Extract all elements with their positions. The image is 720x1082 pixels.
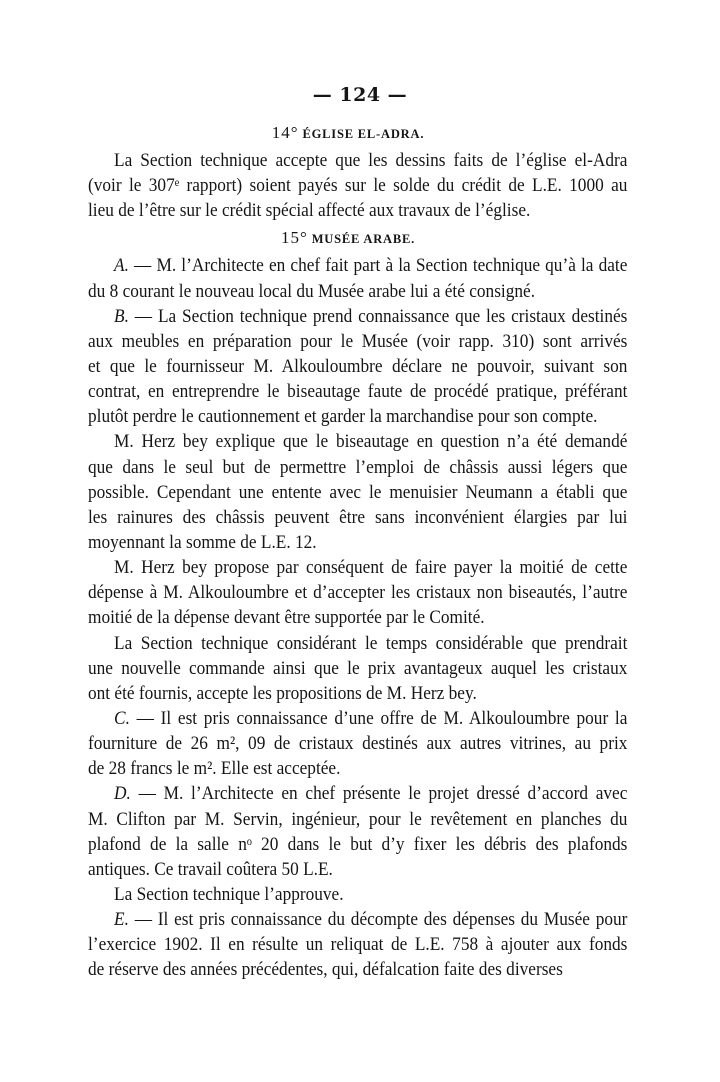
- paragraph: [88, 148, 628, 223]
- text-line: dépense à M. Alkouloumbre et d’accepter les cristaux non biseautés, l’autre: [88, 582, 628, 604]
- text-line: [88, 781, 627, 806]
- line-text: — Il est pris connaissance d’une offre de M. Alkouloumbre pour la: [129, 707, 628, 729]
- text-line: M. Herz bey explique que le biseautage en question n’a été demandé: [114, 431, 628, 453]
- paragraph: [88, 781, 628, 882]
- text-line: de réserve des années précédentes, qui, défalcation faite des diverses: [88, 959, 563, 981]
- section-heading: [68, 118, 628, 148]
- line-text: — M. l’Architecte en chef fait part à la Section technique qu’à la date: [128, 255, 628, 277]
- paragraph-label: E.: [114, 909, 129, 931]
- line-text: — La Section technique prend connaissance que les cristaux destinés: [128, 305, 628, 327]
- text-line: contrat, en entreprendre le biseautage faute de procédé pratique, préférant: [88, 381, 628, 403]
- text-line: antiques. Ce travail coûtera 50 L.E.: [88, 858, 333, 880]
- paragraph: [88, 907, 628, 982]
- text-line: [88, 253, 627, 278]
- paragraph-label: A.: [114, 255, 129, 277]
- paragraph-label: D.: [114, 783, 131, 805]
- text-line: [88, 907, 627, 932]
- text-line: que dans le seul but de permettre l’emploi de châssis aussi légers que: [88, 456, 628, 478]
- text-line: (voir le 307ᵉ rapport) soient payés sur le solde du crédit de L.E. 1000 au: [88, 175, 628, 197]
- text-line: fourniture de 26 m², 09 de cristaux destinés aux autres vitrines, au prix: [88, 733, 628, 755]
- text-line: ont été fournis, accepte les propositions de M. Herz bey.: [88, 682, 477, 704]
- text-line: La Section technique considérant le temps considérable que prendrait: [114, 632, 628, 654]
- paragraph-label: C.: [114, 707, 130, 729]
- paragraph: [88, 304, 628, 430]
- text-line: [88, 706, 627, 731]
- paragraph: [88, 429, 628, 555]
- section-title: ÉGLISE EL-ADRA.: [302, 127, 425, 141]
- section-number: 14°: [271, 123, 299, 142]
- text-line: La Section technique accepte que les dessins faits de l’église el-Adra: [114, 150, 628, 171]
- text-line: de 28 francs le m². Elle est acceptée.: [88, 758, 341, 780]
- text-line: une nouvelle commande ainsi que le prix avantageux auquel les cristaux: [88, 657, 628, 679]
- paragraph-label: B.: [114, 305, 129, 327]
- page-number: — 124 —: [312, 84, 408, 106]
- section-number: 15°: [280, 228, 308, 248]
- text-line: plutôt perdre le cautionnement et garder la marchandise pour son compte.: [88, 406, 598, 428]
- text-line: moitié de la dépense devant être supportée par le Comité.: [88, 607, 485, 629]
- text-line: du 8 courant le nouveau local du Musée arabe lui a été consigné.: [88, 280, 536, 302]
- paragraph: [88, 706, 628, 781]
- text-line: les rainures des châssis peuvent être sans inconvénient élargies par lui: [88, 506, 628, 528]
- text-line: M. Clifton par M. Servin, ingénieur, pour le revêtement en planches du: [88, 808, 628, 830]
- text-line: lieu de l’être sur le crédit spécial affecté aux travaux de l’église.: [88, 200, 531, 222]
- text-line: possible. Cependant une entente avec le menuisier Neumann a établi que: [88, 481, 628, 503]
- text-line: plafond de la salle nᵒ 20 dans le but d’y fixer les débris des plafonds: [88, 833, 628, 855]
- document-body: [88, 118, 628, 983]
- text-line: l’exercice 1902. Il en résulte un reliquat de L.E. 758 à ajouter aux fonds: [88, 934, 628, 956]
- paragraph: [88, 253, 628, 303]
- section-heading: [68, 223, 628, 253]
- text-line: La Section technique l’approuve.: [114, 883, 344, 905]
- text-line: et que le fournisseur M. Alkouloumbre déclare ne pouvoir, suivant son: [88, 355, 628, 377]
- line-text: — Il est pris connaissance du décompte des dépenses du Musée pour: [128, 909, 628, 931]
- line-text: — M. l’Architecte en chef présente le projet dressé d’accord avec: [130, 783, 628, 805]
- text-line: [88, 304, 627, 329]
- text-line: M. Herz bey propose par conséquent de faire payer la moitié de cette: [114, 557, 628, 579]
- paragraph: [88, 882, 628, 907]
- text-line: moyennant la somme de L.E. 12.: [88, 531, 317, 553]
- section-title: MUSÉE ARABE.: [311, 232, 416, 247]
- paragraph: [88, 555, 628, 630]
- paragraph: [88, 631, 628, 706]
- text-line: aux meubles en préparation pour le Musée (voir rapp. 310) sont arrivés: [88, 330, 628, 352]
